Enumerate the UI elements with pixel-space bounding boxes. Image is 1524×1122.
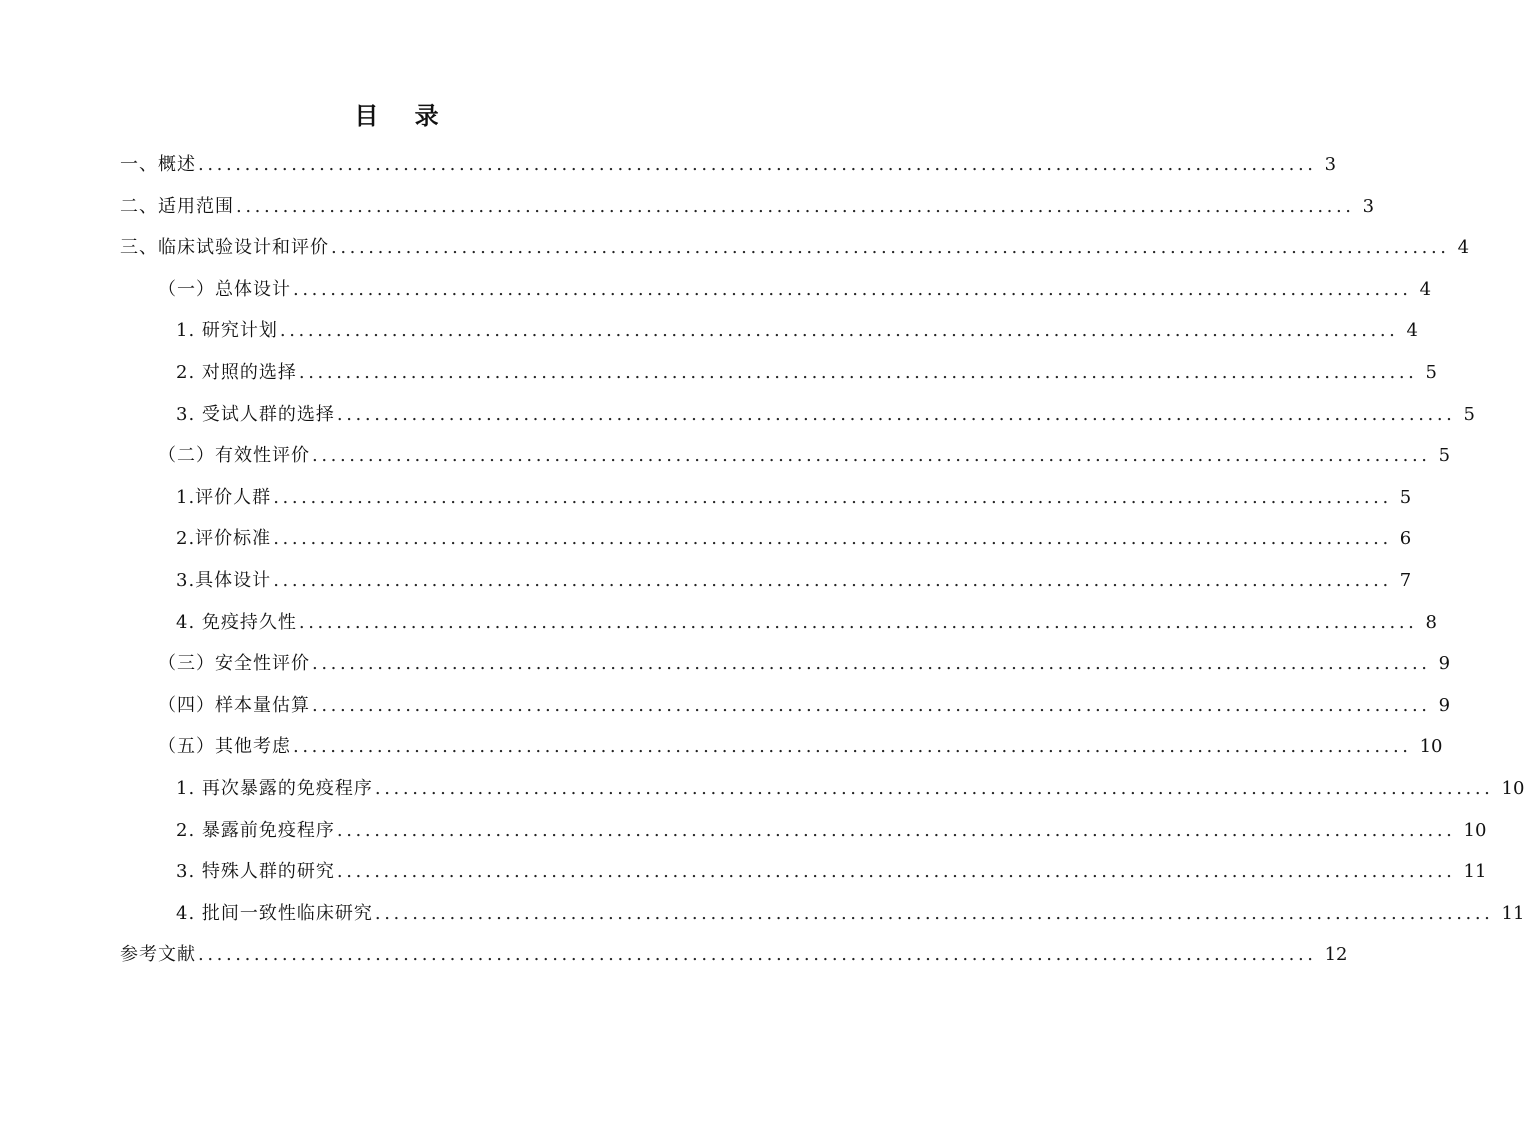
toc-entry-label: （三）安全性评价: [158, 653, 310, 675]
toc-entry-page-number: 4: [1406, 320, 1418, 342]
toc-title: 目 录: [354, 102, 453, 130]
toc-entry: [176, 596, 1437, 638]
toc-entry: [176, 887, 1524, 929]
toc-entry-page-number: 9: [1438, 653, 1451, 675]
toc-dot-leader: ........................................................................................................................: [374, 778, 1494, 799]
toc-entry-label: 1. 再次暴露的免疫程序: [176, 778, 373, 799]
toc-dot-leader: ........................................................................................................................: [298, 611, 1418, 633]
toc-entry: [158, 679, 1451, 721]
toc-entry-label: 一、概述: [120, 154, 196, 175]
toc-entry-label: 3. 受试人群的选择: [176, 403, 335, 425]
toc-entry-label: 3. 特殊人群的研究: [176, 861, 335, 883]
toc-entry-page-number: 5: [1438, 445, 1451, 467]
toc-entry-label: 4. 批间一致性临床研究: [176, 902, 373, 924]
toc-entry: [120, 221, 1470, 263]
toc-entry: [120, 928, 1348, 970]
toc-entry-label: 参考文献: [120, 944, 196, 966]
toc-entry-page-number: 10: [1463, 819, 1487, 841]
toc-dot-leader: ........................................................................................................................: [236, 195, 1355, 217]
toc-dot-leader: ........................................................................................................................: [298, 362, 1418, 383]
toc-dot-leader: ........................................................................................................................: [293, 278, 1412, 300]
toc-dot-leader: ........................................................................................................................: [293, 736, 1412, 758]
toc-dot-leader: ........................................................................................................................: [198, 154, 1317, 175]
toc-entry: [176, 512, 1412, 554]
toc-entry-label: 3.具体设计: [176, 570, 272, 591]
toc-entry: [158, 429, 1451, 471]
toc-entry-page-number: 11: [1463, 861, 1487, 883]
toc-dot-leader: ........................................................................................................................: [336, 403, 1456, 425]
toc-entry-page-number: 7: [1399, 570, 1412, 591]
toc-entry-page-number: 4: [1419, 278, 1432, 300]
toc-entry-page-number: 10: [1501, 778, 1524, 799]
toc-entry: [176, 804, 1487, 846]
toc-dot-leader: ........................................................................................................................: [331, 237, 1450, 259]
toc-entry: [120, 180, 1375, 222]
toc-entry: [176, 471, 1412, 513]
toc-entry-label: 1. 研究计划: [176, 320, 278, 342]
toc-entry-page-number: 5: [1425, 362, 1437, 383]
toc-entry: [176, 845, 1487, 887]
toc-dot-leader: ........................................................................................................................: [198, 944, 1317, 966]
toc-entry-label: 4. 免疫持久性: [176, 611, 297, 633]
toc-dot-leader: ........................................................................................................................: [279, 320, 1399, 342]
toc-dot-leader: ........................................................................................................................: [312, 653, 1431, 675]
toc-entry-page-number: 10: [1419, 736, 1443, 758]
toc-entry-page-number: 8: [1425, 611, 1437, 633]
toc-dot-leader: ........................................................................................................................: [336, 819, 1456, 841]
toc-dot-leader: ........................................................................................................................: [273, 486, 1392, 508]
toc-entry-label: （四）样本量估算: [158, 694, 310, 716]
toc-dot-leader: ........................................................................................................................: [273, 570, 1392, 591]
toc-entry-label: （一）总体设计: [158, 278, 291, 300]
toc-dot-leader: ........................................................................................................................: [336, 861, 1456, 883]
toc-entry-page-number: 5: [1463, 403, 1475, 425]
toc-dot-leader: ........................................................................................................................: [312, 694, 1431, 716]
toc-entry-label: 2. 对照的选择: [176, 362, 297, 383]
toc-entry: [158, 720, 1443, 762]
toc-entry: [176, 554, 1412, 596]
toc-entry: [120, 138, 1337, 180]
toc-entry-page-number: 5: [1399, 486, 1412, 508]
toc-entry: [176, 388, 1475, 430]
toc-dot-leader: ........................................................................................................................: [312, 445, 1431, 467]
toc-entry-label: （五）其他考虑: [158, 736, 291, 758]
toc-entry-page-number: 6: [1399, 528, 1412, 550]
toc-entry: [176, 762, 1524, 804]
toc-entry: [176, 346, 1437, 388]
toc-dot-leader: ........................................................................................................................: [374, 902, 1494, 924]
toc-entry-label: （二）有效性评价: [158, 445, 310, 467]
toc-entry-label: 二、适用范围: [120, 195, 234, 217]
toc-entry-label: 2. 暴露前免疫程序: [176, 819, 335, 841]
toc-entry-label: 2.评价标准: [176, 528, 272, 550]
toc-entry-page-number: 3: [1362, 195, 1375, 217]
toc-entry-label: 三、临床试验设计和评价: [120, 237, 329, 259]
toc-entry-page-number: 11: [1501, 902, 1524, 924]
toc-entry-label: 1.评价人群: [176, 486, 272, 508]
toc-dot-leader: ........................................................................................................................: [273, 528, 1392, 550]
toc-entry-page-number: 3: [1324, 154, 1337, 175]
toc-entry-page-number: 4: [1457, 237, 1470, 259]
toc-entry-page-number: 12: [1324, 944, 1348, 966]
toc-entry-page-number: 9: [1438, 694, 1451, 716]
toc-entry: [176, 304, 1418, 346]
toc-entry: [158, 637, 1451, 679]
toc-entry: [158, 263, 1432, 305]
